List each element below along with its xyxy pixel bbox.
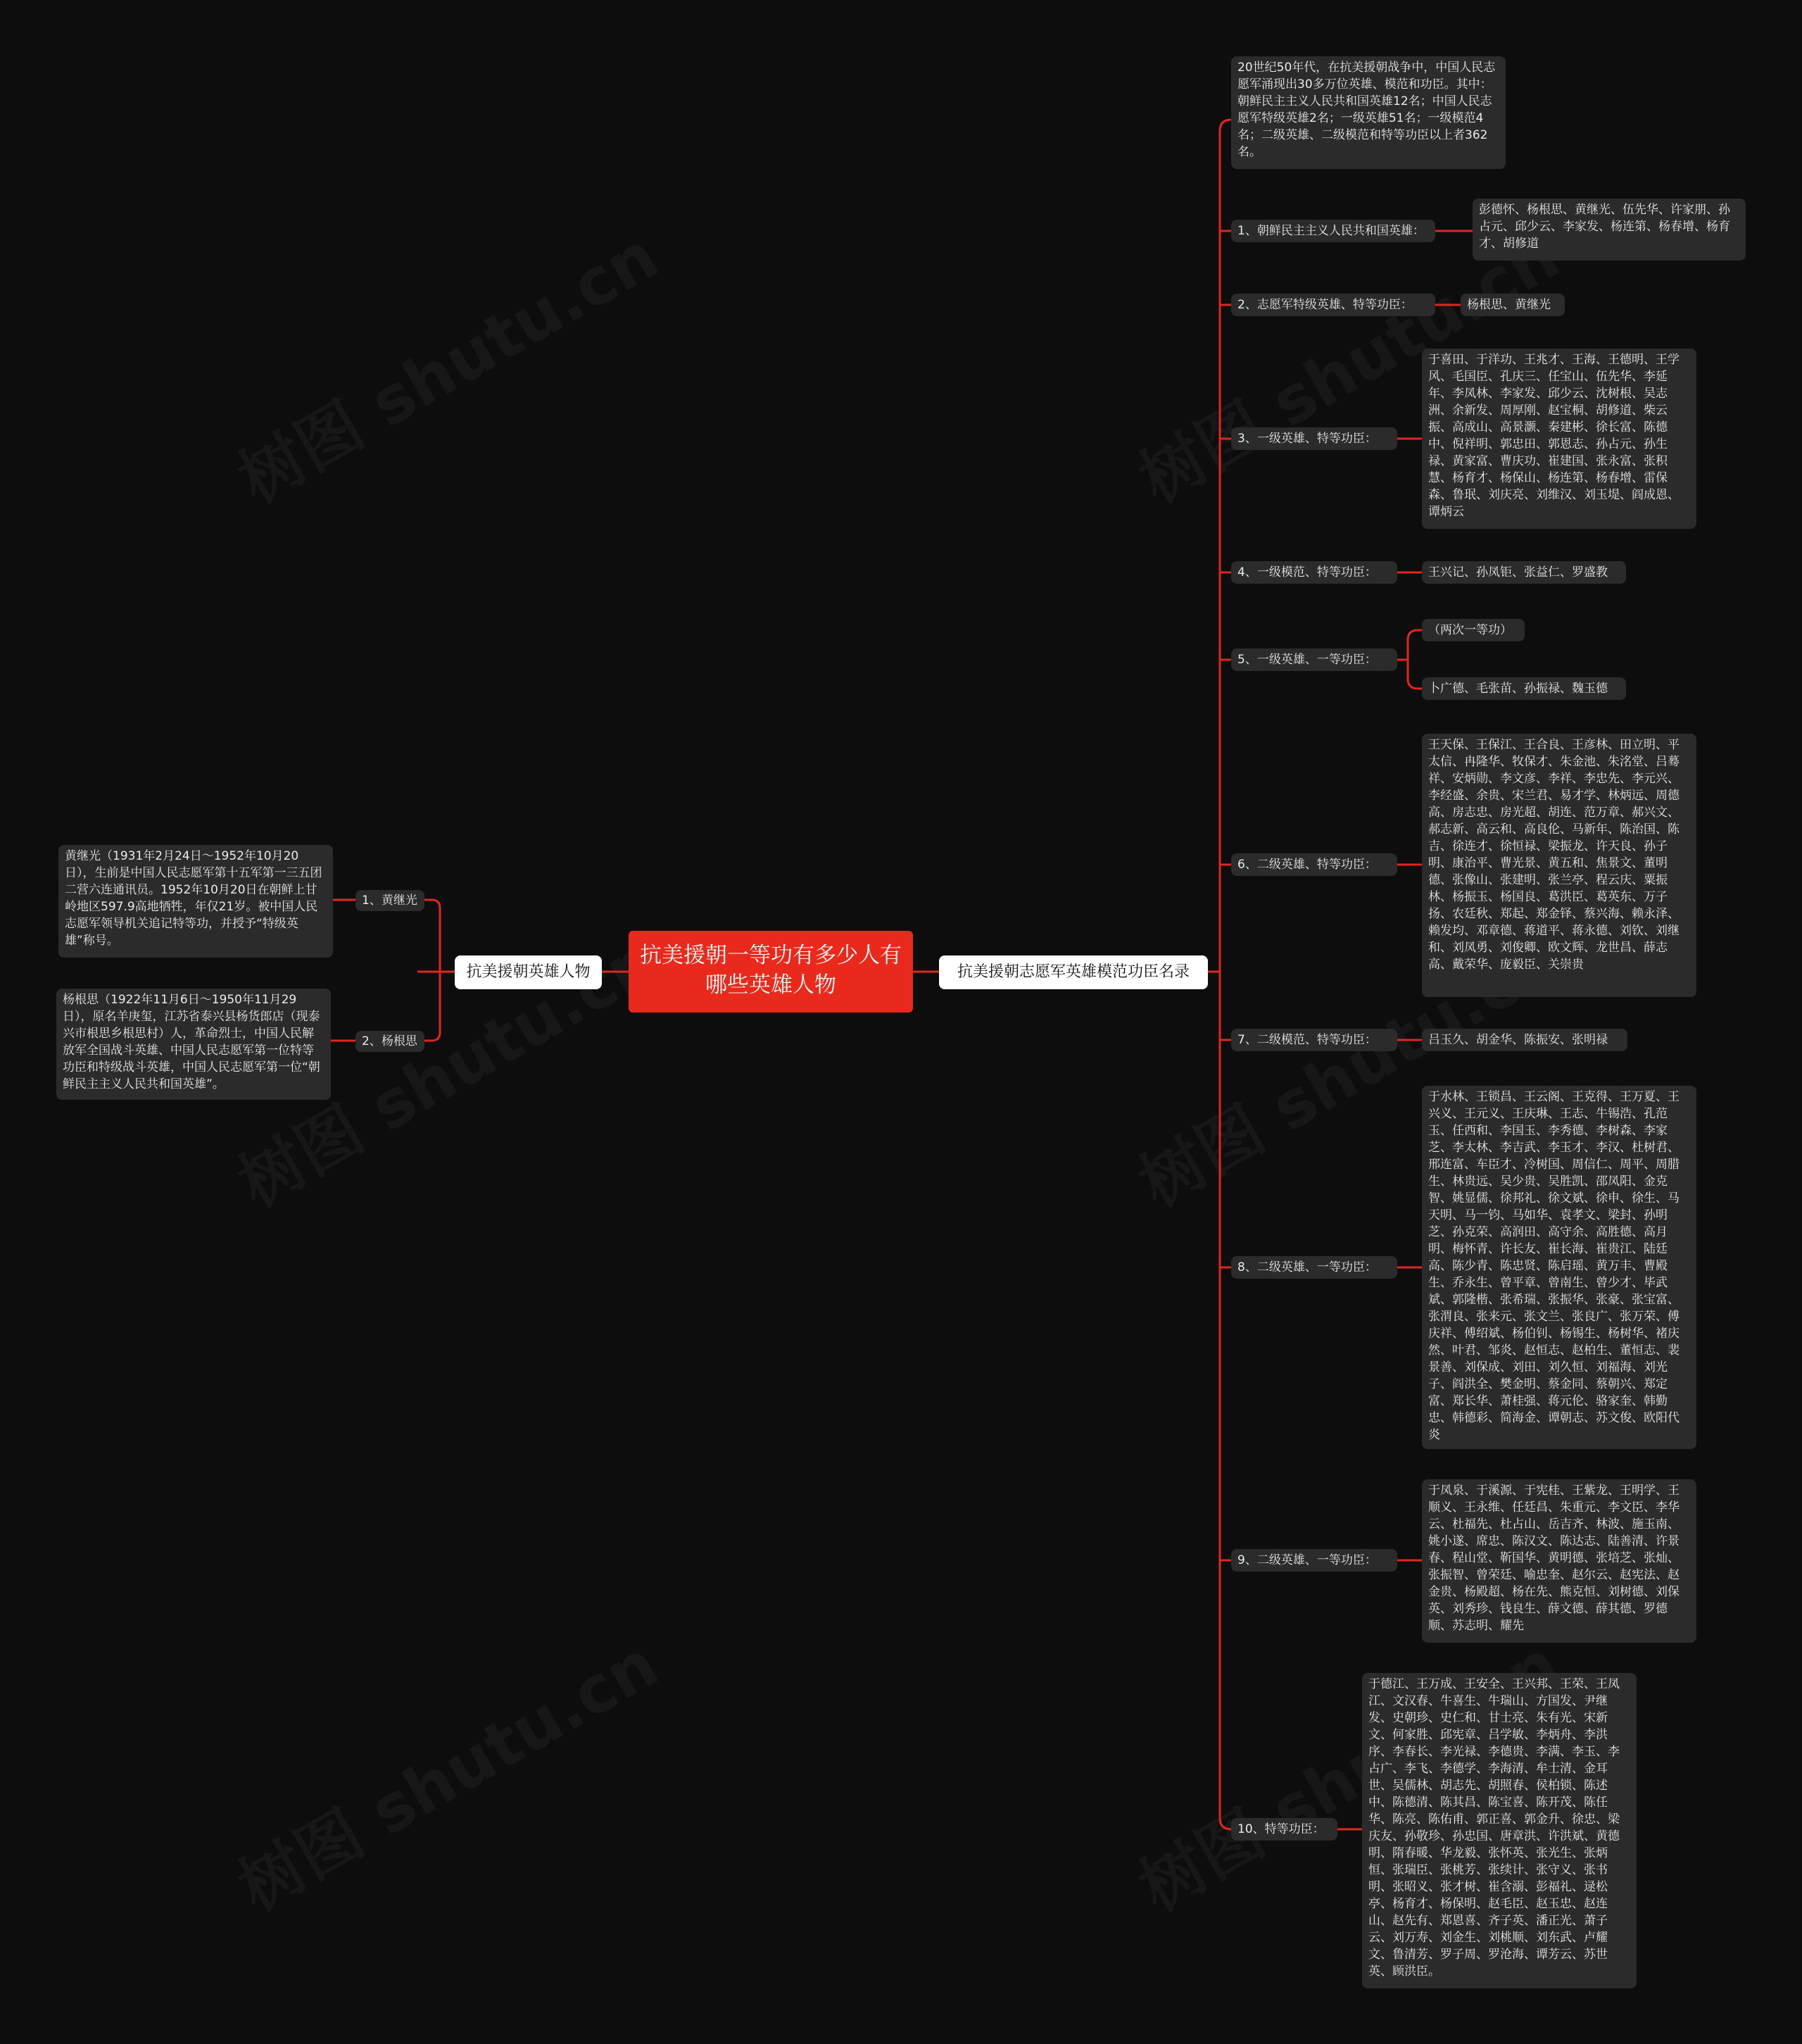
roster-item-2[interactable]: 2、志愿军特级英雄、特等功臣： (1231, 294, 1435, 316)
roster-names-9: 于凤泉、于溪源、于宪桂、王紫龙、王明学、王顺义、王永维、任廷昌、朱重元、李文臣、李华云、杜福先、杜占山、岳吉齐、林波、施玉南、姚小遂、席忠、陈汉文、陈达志、陆善清、许景春、程山堂、靳国华、黄明德、张培芝、张灿、张振智、曾荣廷、喻忠奎、赵尔云、赵宪法、赵金贵、杨殿超、杨在先、熊克恒、刘树德、刘保英、刘秀珍、钱良生、薛文德、薛其德、罗德顺、苏志明、耀先 (1422, 1479, 1696, 1643)
root-topic[interactable]: 抗美援朝一等功有多少人有哪些英雄人物 (629, 931, 913, 1012)
connector (424, 900, 455, 972)
roster-names-10: 于德江、王万成、王安全、王兴邦、王荣、王凤江、文汉春、牛喜生、牛瑞山、方国发、尹继发、史朝珍、史仁和、甘士亮、朱有光、宋新文、何家胜、邱宪章、吕学敏、李炳舟、李洪序、李春长、李光禄、李德贵、李满、李玉、李占广、李飞、李德学、李海清、牟士清、金耳世、吴儒林、胡志先、胡照春、侯柏锁、陈述中、陈德清、陈其昌、陈宝喜、陈开茂、陈任华、陈亮、陈佑甫、郭正喜、郭金升、徐忠、梁庆友、孙敬珍、孙忠国、唐章洪、许洪斌、黄德明、隋春暖、华龙毅、张怀英、张光生、张炳恒、张瑞臣、张桃芳、张续计、张守义、张书明、张昭义、张才树、崔含溺、彭福礼、逯松亭、杨育才、杨保明、赵毛臣、赵玉忠、赵连山、赵先有、郑恩喜、齐子英、潘正光、萧子云、刘万寿、刘金生、刘桃顺、刘东武、卢耀文、鲁清芳、罗子周、罗沧海、谭芳云、苏世英、顾洪臣。 (1362, 1673, 1637, 1988)
roster-names-7: 吕玉久、胡金华、陈振安、张明禄 (1422, 1029, 1627, 1051)
roster-item-1[interactable]: 1、朝鲜民主主义人民共和国英雄： (1231, 220, 1435, 242)
roster-item-3[interactable]: 3、一级英雄、特等功臣： (1231, 427, 1397, 450)
branch-heroes[interactable]: 抗美援朝英雄人物 (455, 955, 602, 989)
connector (1408, 660, 1422, 689)
roster-item-9[interactable]: 9、二级英雄、一等功臣： (1231, 1549, 1397, 1572)
connector (1397, 630, 1422, 660)
roster-names-4: 王兴记、孙凤钜、张益仁、罗盛教 (1422, 561, 1626, 584)
hero-detail-yanggensi: 杨根思（1922年11月6日～1950年11月29日），原名羊庚玺，江苏省泰兴县杨货郎店（现泰兴市根思乡根思村）人，革命烈士，中国人民解放军全国战斗英雄、中国人民志愿军第一位特等功臣和特级战斗英雄，中国人民志愿军第一位“朝鲜民主主义人民共和国英雄”。 (56, 989, 331, 1100)
hero-item-yanggensi[interactable]: 2、杨根思 (355, 1031, 424, 1052)
roster-item-8[interactable]: 8、二级英雄、一等功臣： (1231, 1256, 1397, 1279)
roster-names-1: 彭德怀、杨根思、黄继光、伍先华、许家朋、孙占元、邱少云、李家发、杨连第、杨春增、杨育才、胡修道 (1473, 199, 1746, 261)
roster-names-6: 王天保、王保江、王合良、王彦林、田立明、平太信、冉隆华、牧保才、朱金池、朱洺堂、吕蓦祥、安炳勋、李文彦、李祥、李忠先、李元兴、李经盛、余贵、宋兰君、易才学、林炳远、周德高、房志忠、房光超、胡连、范万章、郝兴文、郝志新、高云和、高良伦、马新年、陈治国、陈吉、徐连才、徐恒禄、梁振龙、许天良、孙子明、康治平、曹光景、黄五和、焦景文、董明德、张像山、张建明、张兰亭、程云庆、粟振林、杨振玉、杨国良、葛洪臣、葛英东、万子扬、农廷秋、郑起、郑金铎、蔡兴海、赖永泽、赖发均、邓章德、蒋道平、蒋永德、刘钦、刘继和、刘凤勇、刘俊卿、欧文辉、龙世昌、薛志高、戴荣华、庞毅臣、关崇贵 (1422, 734, 1696, 997)
hero-item-huangjiguang[interactable]: 1、黄继光 (355, 890, 424, 911)
roster-item-6[interactable]: 6、二级英雄、特等功臣： (1231, 853, 1397, 876)
connector (424, 972, 440, 1041)
hero-detail-huangjiguang: 黄继光（1931年2月24日～1952年10月20日），生前是中国人民志愿军第十五军第一三五团二营六连通讯员。1952年10月20日在朝鲜上甘岭地区597.9高地牺牲，年仅21岁。被中国人民志愿军领导机关追记特等功，并授予“特级英雄”称号。 (58, 845, 333, 958)
roster-names-3: 于喜田、于洋功、王兆才、王海、王德明、王学风、毛国臣、孔庆三、任宝山、伍先华、李延年、李凤林、李家发、邱少云、沈树根、吴志洲、余新发、周厚刚、赵宝桐、胡修道、柴云振、高成山、高景灏、秦建彬、徐长富、陈德中、倪祥明、郭忠田、郭恩志、孙占元、孙生禄、黄家富、曹庆功、崔建国、张永富、张积慧、杨育才、杨保山、杨连第、杨春增、雷保森、鲁珉、刘庆亮、刘维汉、刘玉堤、阎成恩、谭炳云 (1422, 349, 1696, 529)
roster-item-10[interactable]: 10、特等功臣： (1231, 1818, 1337, 1841)
branch-roster[interactable]: 抗美援朝志愿军英雄模范功臣名录 (939, 955, 1208, 989)
roster-item-5[interactable]: 5、一级英雄、一等功臣： (1231, 648, 1397, 671)
roster-item-7[interactable]: 7、二级模范、特等功臣： (1231, 1029, 1397, 1051)
connector (1220, 120, 1231, 1829)
roster-intro: 20世纪50年代，在抗美援朝战争中，中国人民志愿军涌现出30多万位英雄、模范和功臣。其中：朝鲜民主主义人民共和国英雄12名；中国人民志愿军特级英雄2名；一级英雄51名；一级模范4名；二级英雄、二级模范和特等功臣以上者362名。 (1231, 56, 1506, 169)
roster-item-4[interactable]: 4、一级模范、特等功臣： (1231, 561, 1397, 584)
roster-names-2: 杨根思、黄继光 (1461, 294, 1565, 316)
roster-names-5a: （两次一等功） (1422, 619, 1525, 641)
roster-names-8: 于水林、王锁昌、王云阁、王克得、王万夏、王兴义、王元义、王庆琳、王志、牛锡浩、孔范玉、任西和、李国玉、李秀德、李树森、李家芝、李太林、李吉武、李玉才、李汉、杜树君、邢连富、车臣才、冷树国、周信仁、周平、周腊生、林贵远、吴少贵、吴胜凯、邵凤阳、金克智、姚显儒、徐邦礼、徐文斌、徐申、徐生、马天明、马一钧、马如华、袁孝文、梁封、孙明芝、孙克荣、高润田、高守余、高胜德、高月明、梅怀青、许长友、崔长海、崔贵江、陆廷高、陈少青、陈忠贤、陈启瑶、黄万丰、曹殿生、乔永生、曾平章、曾南生、曾少才、毕武斌、郭隆楷、张希瑞、张振华、张豪、张宝富、张渭良、张来元、张文兰、张良广、张万荣、傅庆祥、傅绍斌、杨伯钊、杨锡生、杨树华、褚庆然、叶君、邹炎、赵恒志、赵柏生、董恒志、裴景善、刘保成、刘田、刘久恒、刘福海、刘光子、阎洪全、樊金明、蔡金同、蔡朝兴、郑定富、郑长华、萧桂强、蒋元伦、骆家奎、韩勤忠、韩德彩、简海金、谭朝志、苏文俊、欧阳代炎 (1422, 1086, 1696, 1449)
roster-names-5b: 卜广德、毛张苗、孙振禄、魏玉德 (1422, 677, 1626, 700)
